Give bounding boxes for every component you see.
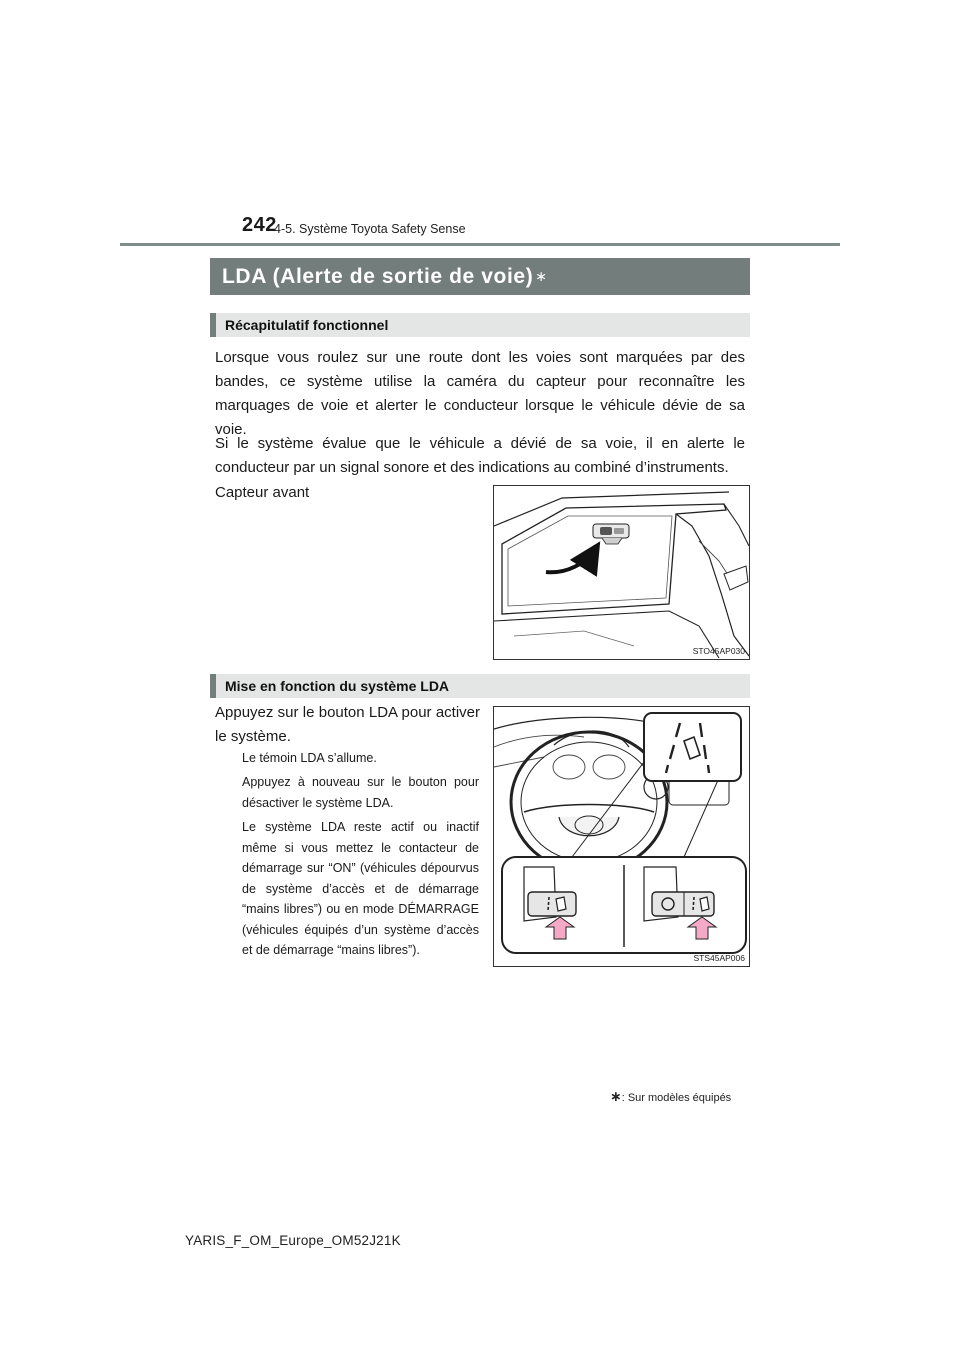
footnote-marker: ∗	[610, 1088, 622, 1104]
section-heading-activate	[210, 674, 750, 698]
section-heading-summary	[210, 313, 750, 337]
paragraph-description: Lorsque vous roulez sur une route dont les voies sont marquées par des bandes, ce système utilise la caméra du capteur pour reconnaître les marquages de voie et alerter le conducteur lorsque le véhicule dévie de sa voie.	[215, 349, 745, 438]
footnote	[610, 1088, 731, 1105]
page-title-text: LDA (Alerte de sortie de voie)	[222, 264, 534, 288]
figure-lda-switch	[493, 706, 750, 967]
title-marker: ∗	[535, 268, 548, 284]
section-label: 4-5. Système Toyota Safety Sense	[274, 222, 466, 236]
footnote-text: : Sur modèles équipés	[621, 1092, 732, 1104]
paragraph-alert: Si le système évalue que le véhicule a dévié de sa voie, il en alerte le conducteur par un signal sonore et des indications au combiné d’instruments.	[215, 435, 745, 476]
note-indicator-on: Le témoin LDA s’allume.	[242, 751, 377, 765]
front-sensor-illustration	[494, 486, 749, 659]
section-heading-summary-label: Récapitulatif fonctionnel	[225, 317, 389, 333]
lda-switch-illustration	[494, 707, 749, 966]
page-number: 242	[242, 214, 277, 236]
instruction-press-button: Appuyez sur le bouton LDA pour activer le système.	[215, 704, 480, 745]
note-remains-active: Le système LDA reste actif ou inactif même si vous mettez le contacteur de démarrage sur “ON” (véhicules dépourvus de système d’accès et de démarrage “mains libres”) ou en mode DÉMARRAGE (véhicules équipés d’un système d’accès et de démarrage “mains libres”).	[242, 820, 479, 957]
header-rule	[120, 243, 840, 246]
section-heading-activate-label: Mise en fonction du système LDA	[225, 678, 450, 694]
note-deactivate: Appuyez à nouveau sur le bouton pour désactiver le système LDA.	[242, 775, 479, 810]
document-code: YARIS_F_OM_Europe_OM52J21K	[185, 1233, 401, 1248]
figure-caption-sensor: Capteur avant	[215, 484, 310, 501]
figure-code-switch: STS45AP006	[693, 953, 745, 963]
figure-front-sensor	[493, 485, 750, 660]
page-title	[210, 258, 750, 295]
figure-code-sensor: STO45AP030	[692, 646, 745, 656]
